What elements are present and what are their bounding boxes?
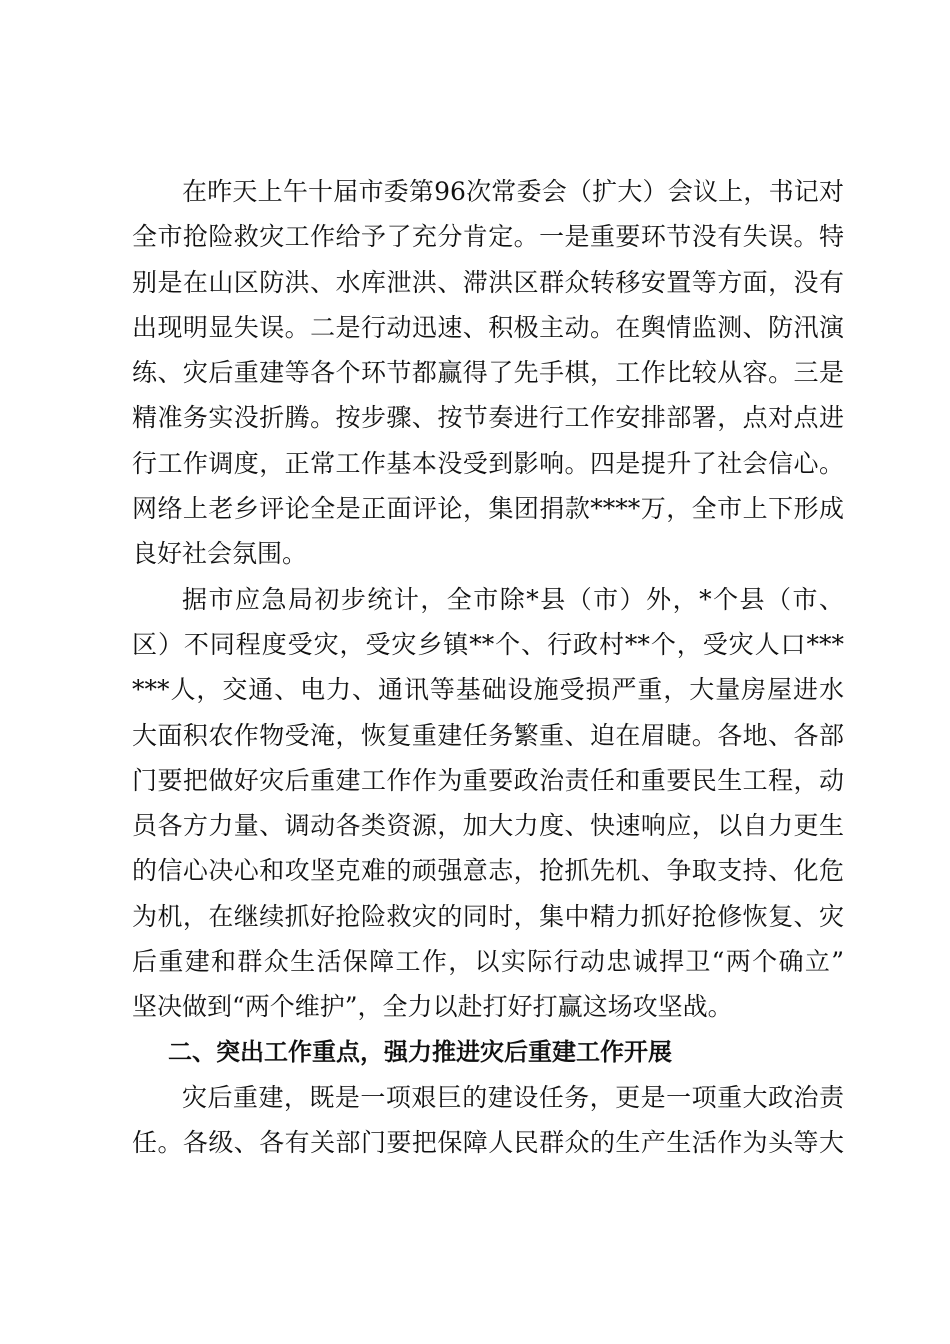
text-line: 任。各级、各有关部门要把保障人民群众的生产生活作为头等大: [132, 1128, 844, 1158]
text-line: 出现明显失误。二是行动迅速、积极主动。在舆情监测、防汛演: [132, 312, 844, 342]
text-line: 行工作调度，正常工作基本没受到影响。四是提升了社会信心。: [132, 448, 844, 478]
text-line: ***人，交通、电力、通讯等基础设施受损严重，大量房屋进水: [132, 675, 844, 705]
text-line: 灾后重建，既是一项艰巨的建设任务，更是一项重大政治责: [182, 1082, 844, 1112]
text-line: 在昨天上午十届市委第96次常委会（扩大）会议上，书记对: [182, 177, 844, 206]
text-line: 门要把做好灾后重建工作作为重要政治责任和重要民生工程，动: [132, 765, 844, 795]
text-line: 大面积农作物受淹，恢复重建任务繁重、迫在眉睫。各地、各部: [132, 720, 844, 750]
text-line: 的信心决心和攻坚克难的顽强意志，抢抓先机、争取支持、化危: [132, 856, 844, 886]
text-line: 员各方力量、调动各类资源，加大力度、快速响应，以自力更生: [132, 811, 844, 841]
document-body: [132, 169, 844, 1166]
paragraph-praise: [132, 169, 844, 577]
section-heading: 二、突出工作重点，强力推进灾后重建工作开展: [168, 1037, 672, 1066]
paragraph-statistics: [132, 577, 844, 1030]
text-line: 良好社会氛围。: [132, 539, 308, 569]
text-line: 网络上老乡评论全是正面评论，集团捐款****万，全市上下形成: [132, 494, 844, 524]
text-line: 后重建和群众生活保障工作，以实际行动忠诚捍卫“两个确立”: [132, 947, 844, 977]
text-line: 精准务实没折腾。按步骤、按节奏进行工作安排部署，点对点进: [132, 403, 844, 433]
text-line: 练、灾后重建等各个环节都赢得了先手棋，工作比较从容。三是: [132, 358, 844, 388]
text-line: 别是在山区防洪、水库泄洪、滞洪区群众转移安置等方面，没有: [132, 267, 844, 297]
text-line: 据市应急局初步统计，全市除*县（市）外，*个县（市、: [182, 584, 844, 614]
text-line: 全市抢险救灾工作给予了充分肯定。一是重要环节没有失误。特: [132, 222, 844, 252]
text-line: 区）不同程度受灾，受灾乡镇**个、行政村**个，受灾人口***: [132, 629, 844, 659]
text-line: 坚决做到“两个维护”，全力以赴打好打赢这场攻坚战。: [132, 992, 733, 1022]
text-line: 为机，在继续抓好抢险救灾的同时，集中精力抓好抢修恢复、灾: [132, 901, 844, 931]
paragraph-reconstruction: [132, 1075, 844, 1166]
